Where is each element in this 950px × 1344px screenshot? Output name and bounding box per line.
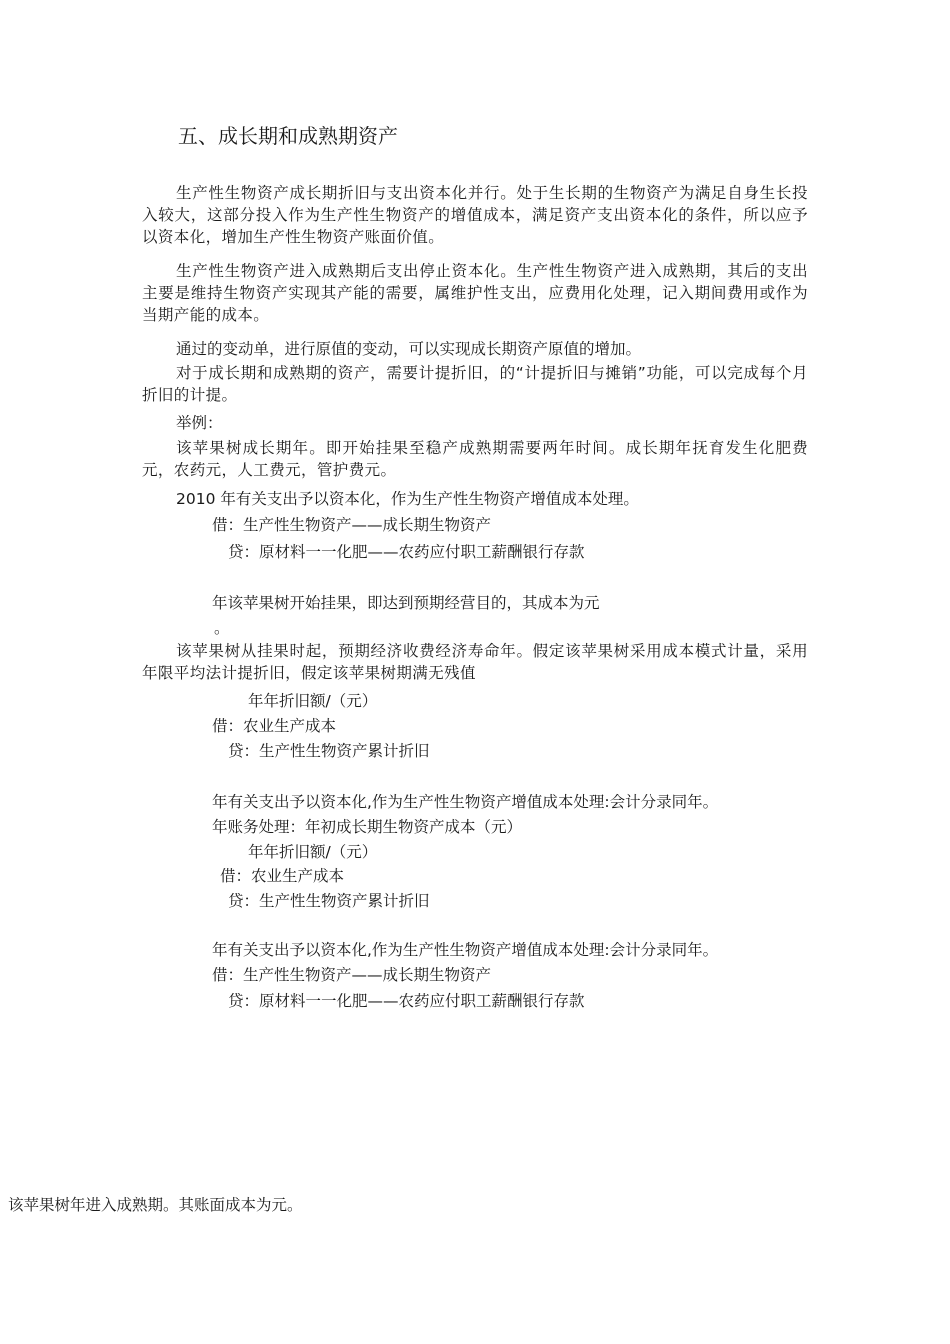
capitalization-note-2: 年有关支出予以资本化,作为生产性生物资产增值成本处理:会计分录同年。 (212, 941, 719, 959)
capitalization-note-1: 年有关支出予以资本化,作为生产性生物资产增值成本处理:会计分录同年。 (212, 793, 719, 811)
section-heading: 五、成长期和成熟期资产 (178, 124, 398, 148)
journal-credit-3: 贷：生产性生物资产累计折旧 (228, 892, 430, 910)
paragraph-2010-capitalize: 2010 年有关支出予以资本化，作为生产性生物资产增值成本处理。 (176, 490, 639, 508)
journal-debit-4: 借：生产性生物资产——成长期生物资产 (212, 966, 492, 984)
journal-credit-1: 贷：原材料一一化肥——农药应付职工薪酬银行存款 (228, 543, 585, 561)
journal-credit-4: 贷：原材料一一化肥——农药应付职工薪酬银行存款 (228, 992, 585, 1010)
period-mark: 。 (214, 619, 230, 637)
annual-depreciation-1: 年年折旧额/（元） (248, 692, 378, 710)
journal-debit-2: 借：农业生产成本 (212, 717, 337, 735)
paragraph-depreciation: 对于成长期和成熟期的资产，需要计提折旧，的“计提折旧与摊销”功能，可以完成每个月折旧的计提。 (142, 364, 808, 404)
annual-depreciation-2: 年年折旧额/（元） (248, 843, 378, 861)
paragraph-capitalization: 生产性生物资产成长期折旧与支出资本化并行。处于生长期的生物资产为满足自身生长投入较大，这部分投入作为生产性生物资产的增值成本，满足资产支出资本化的条件，所以应予以资本化，增加生产性生物资产账面价值。 (142, 184, 808, 246)
example-label: 举例： (176, 414, 223, 432)
paragraph-change-form: 通过的变动单，进行原值的变动，可以实现成长期资产原值的增加。 (176, 340, 642, 358)
paragraph-mature-stop: 生产性生物资产进入成熟期后支出停止资本化。生产性生物资产进入成熟期，其后的支出主要是维持生物资产实现其产能的需要，属维护性支出，应费用化处理，记入期间费用或作为当期产能的成本。 (142, 262, 808, 324)
maturity-line: 该苹果树年进入成熟期。其账面成本为元。 (8, 1196, 303, 1214)
journal-credit-2: 贷：生产性生物资产累计折旧 (228, 742, 430, 760)
journal-debit-3: 借：农业生产成本 (220, 867, 345, 885)
paragraph-example-costs: 该苹果树成长期年。即开始挂果至稳产成熟期需要两年时间。成长期年抚育发生化肥费元，农药元，人工费元，管护费元。 (142, 439, 808, 479)
paragraph-economic-life: 该苹果树从挂果时起，预期经济收费经济寿命年。假定该苹果树采用成本模式计量，采用年限平均法计提折旧，假定该苹果树期满无残值 (142, 642, 808, 682)
journal-debit-1: 借：生产性生物资产——成长期生物资产 (212, 516, 492, 534)
accounting-process: 年账务处理：年初成长期生物资产成本（元） (212, 818, 523, 836)
fruiting-cost-line: 年该苹果树开始挂果，即达到预期经营目的，其成本为元 (212, 594, 600, 612)
